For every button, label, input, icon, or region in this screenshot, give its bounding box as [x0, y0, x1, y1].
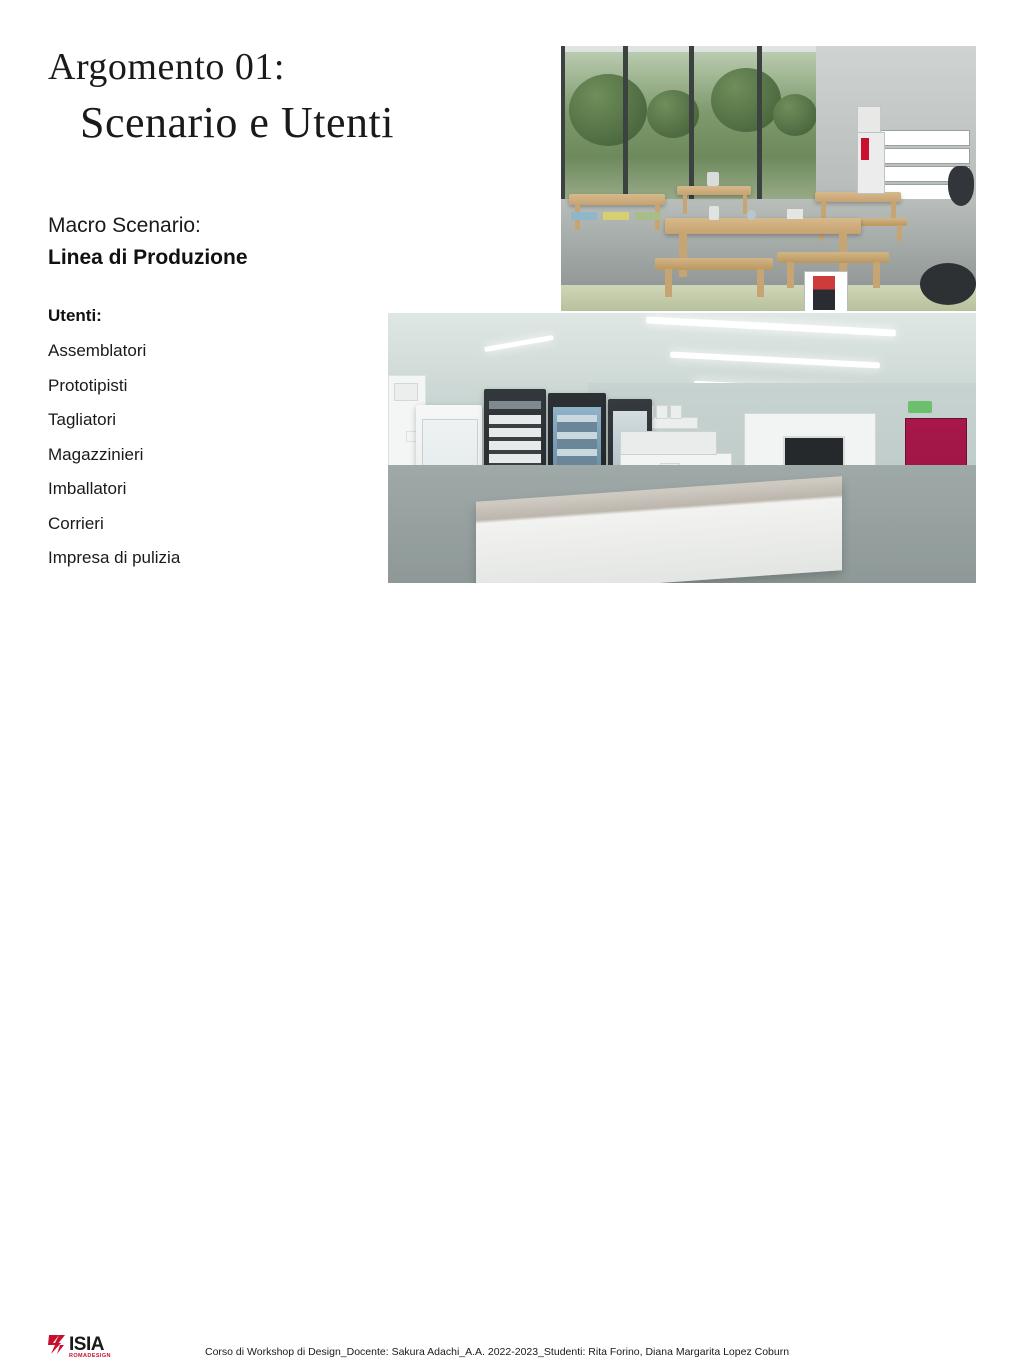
bench-leg	[897, 225, 902, 241]
photo-vending-area	[388, 313, 976, 583]
list-item: Magazzinieri	[48, 444, 144, 464]
bench	[655, 258, 773, 270]
page-title-line-2: Scenario e Utenti	[80, 97, 394, 147]
isia-logo-subtext: ROMADESIGN	[69, 1353, 111, 1359]
floor-band	[561, 285, 976, 311]
bush-icon	[773, 94, 817, 136]
list-item: Impresa di pulizia	[48, 548, 181, 567]
cup	[670, 405, 682, 419]
window-mullion	[689, 46, 694, 209]
title-block	[48, 46, 528, 148]
isia-logo-mark	[48, 1335, 66, 1354]
shelf-unit	[876, 148, 970, 164]
appliance-detail	[861, 138, 869, 160]
macro-scenario-block	[48, 212, 468, 273]
footer-credits: Corso di Workshop di Design_Docente: Sakura Adachi_A.A. 2022-2023_Studenti: Rita Forino, Diana Margarita Lopez Coburn	[205, 1346, 790, 1358]
list-item: Tagliatori	[48, 410, 117, 429]
list-item: Imballatori	[48, 479, 127, 498]
bench-leg	[665, 269, 672, 297]
extractor-hood	[620, 431, 717, 455]
table-leg	[683, 194, 687, 214]
isia-logo-text: ISIA	[69, 1334, 104, 1355]
tabletop-object	[787, 209, 803, 219]
table	[569, 194, 665, 205]
bench-leg	[787, 262, 794, 288]
window-mullion	[623, 46, 628, 209]
seat	[603, 212, 629, 220]
table	[677, 186, 751, 195]
bench-leg	[757, 269, 764, 297]
main-table	[665, 218, 861, 234]
exit-sign-icon	[908, 401, 932, 413]
shelf-unit	[876, 130, 970, 146]
users-heading: Utenti:	[48, 306, 102, 325]
photo-canteen-wooden-tables	[561, 46, 976, 311]
cup	[656, 405, 668, 419]
bench-leg	[873, 262, 880, 288]
list-item: Corrieri	[48, 513, 104, 533]
tabletop-object	[709, 206, 719, 220]
window-mullion	[561, 46, 565, 209]
foreground-object	[920, 263, 976, 305]
list-item: Assemblatori	[48, 341, 147, 360]
isia-logo	[48, 1335, 130, 1365]
tabletop-object	[707, 172, 719, 186]
seat	[635, 212, 661, 220]
foreground-object	[948, 166, 974, 206]
macro-scenario-label: Macro Scenario:	[48, 214, 201, 237]
window-mullion	[757, 46, 762, 209]
bush-icon	[711, 68, 781, 132]
poster-stand	[804, 271, 848, 311]
page-title-line-1: Argomento 01:	[48, 46, 285, 88]
tabletop-object	[747, 210, 756, 220]
table-leg	[743, 194, 747, 214]
table-leg	[679, 233, 687, 277]
wall-sign	[394, 383, 418, 401]
footer	[0, 654, 1024, 1359]
bush-icon	[569, 74, 647, 146]
poster-image	[813, 276, 835, 310]
macro-scenario-value: Linea di Produzione	[48, 246, 248, 270]
seat	[571, 212, 597, 220]
list-item: Prototipisti	[48, 375, 128, 395]
vending-brand	[489, 401, 541, 409]
